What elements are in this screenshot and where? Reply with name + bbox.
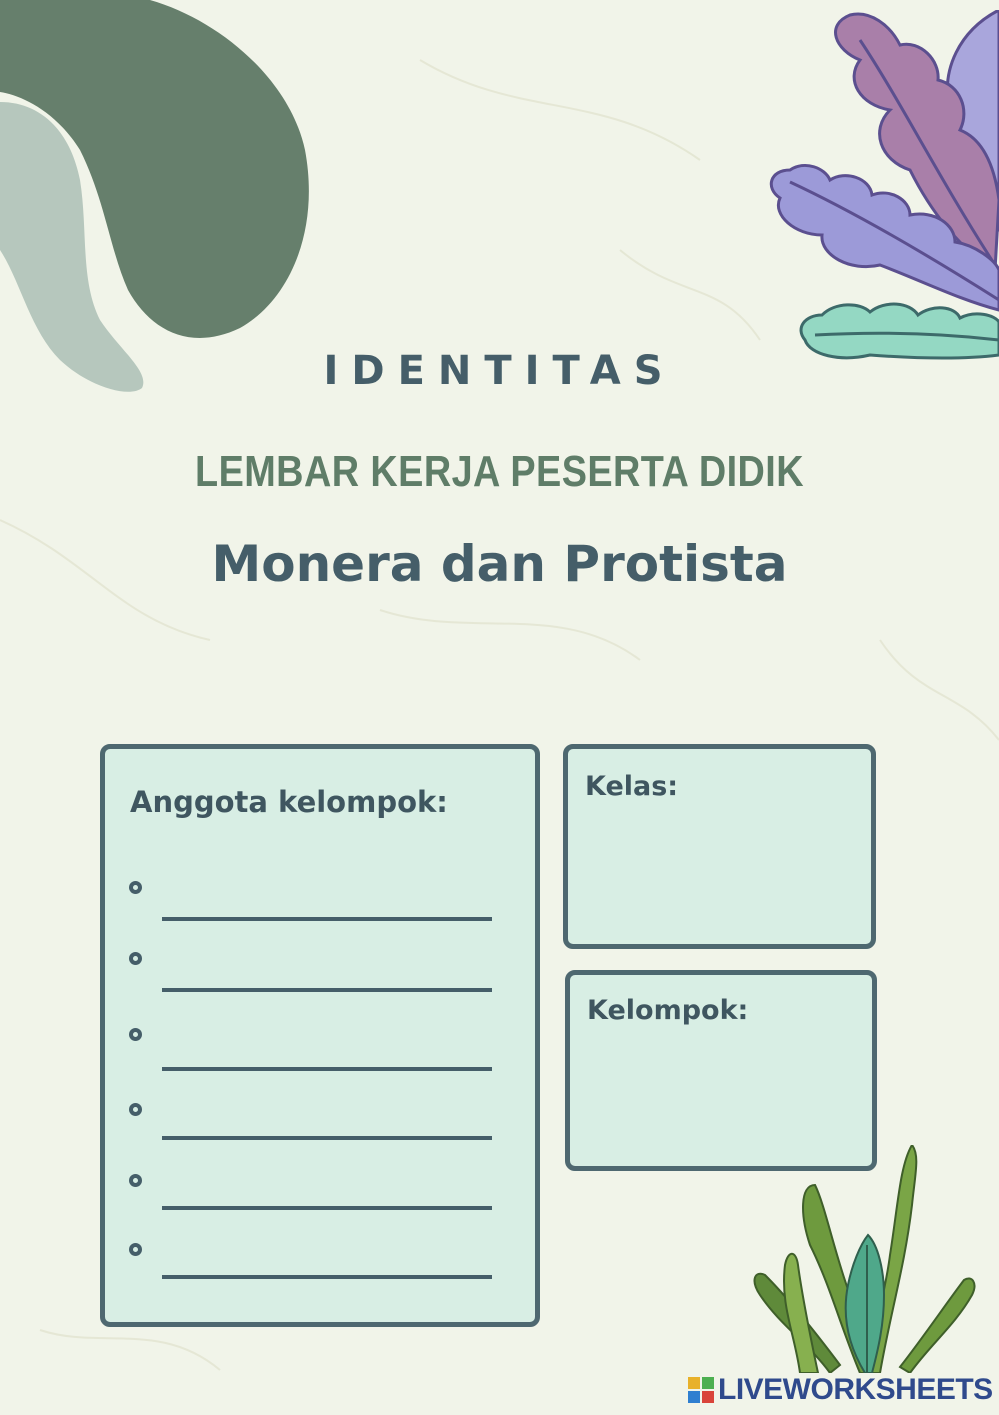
group-label: Kelompok: [587, 995, 749, 1026]
bullet-icon [129, 1028, 142, 1041]
blank-line [162, 988, 492, 992]
seaweed-green-icon [740, 1145, 980, 1373]
bullet-icon [129, 952, 142, 965]
blank-line [162, 1136, 492, 1140]
member-entry[interactable] [125, 952, 525, 992]
liveworksheets-logo-icon [688, 1377, 714, 1403]
member-entry[interactable] [125, 881, 525, 921]
blank-line [162, 1206, 492, 1210]
worksheet-subtitle: LEMBAR KERJA PESERTA DIDIK [195, 447, 804, 496]
watermark-text: LIVEWORKSHEETS [718, 1373, 993, 1406]
bullet-icon [129, 1243, 142, 1256]
bullet-icon [129, 1174, 142, 1187]
bullet-icon [129, 1103, 142, 1116]
member-entry[interactable] [125, 1243, 525, 1283]
member-entry[interactable] [125, 1174, 525, 1214]
class-box[interactable] [563, 744, 876, 949]
member-entry[interactable] [125, 1028, 525, 1068]
class-label: Kelas: [585, 771, 679, 802]
members-label: Anggota kelompok: [130, 785, 448, 819]
decorative-blob [0, 0, 330, 400]
blank-line [162, 917, 492, 921]
blank-line [162, 1067, 492, 1071]
bullet-icon [129, 881, 142, 894]
member-entry[interactable] [125, 1103, 525, 1143]
seaweed-purple-icon [760, 10, 999, 370]
blank-line [162, 1275, 492, 1279]
members-box [100, 744, 540, 1327]
liveworksheets-watermark [688, 1373, 993, 1407]
group-box[interactable] [565, 970, 877, 1171]
identity-heading: IDENTITAS [323, 348, 676, 394]
worksheet-title: Monera dan Protista [211, 535, 788, 593]
